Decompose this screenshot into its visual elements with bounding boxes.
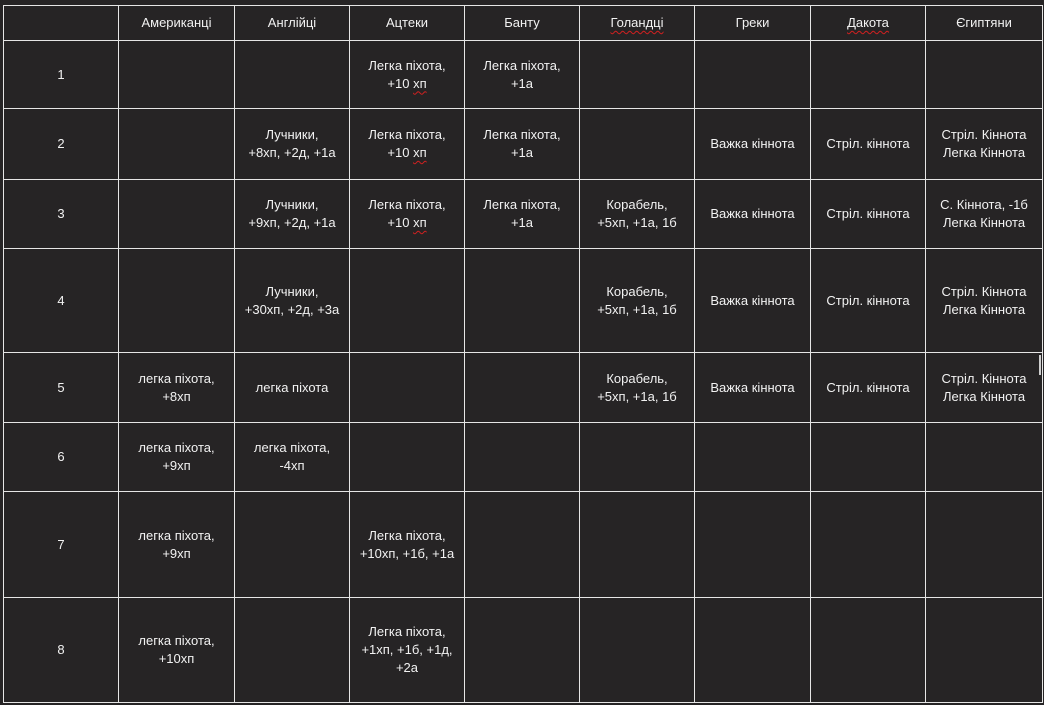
header-row: [4, 6, 1043, 41]
cell-text-line: +1а: [510, 145, 534, 160]
table-cell-egyptians[interactable]: [926, 180, 1043, 249]
cell-text-line: легка піхота,: [253, 440, 331, 455]
cell-text-line: Легка піхота,: [368, 624, 446, 639]
cell-text-line: +10 хп: [387, 75, 427, 91]
table-cell-dutch[interactable]: [580, 492, 695, 598]
header-label: Греки: [735, 15, 770, 30]
cell-text-line: +10хп: [158, 651, 195, 666]
cell-text-line: легка піхота,: [138, 633, 215, 648]
table-cell-dakota[interactable]: [811, 492, 926, 598]
table-cell-greeks[interactable]: [695, 492, 811, 598]
table-row: [4, 492, 1043, 598]
cell-text-line: +9хп, +2д, +1а: [248, 215, 336, 230]
cell-text-line: +9хп: [162, 458, 191, 473]
table-cell-dakota[interactable]: [811, 180, 926, 249]
cell-text-line: Стріл. кіннота: [826, 136, 910, 151]
table-cell-english[interactable]: [235, 180, 350, 249]
cell-text-line: Стріл. кіннота: [826, 292, 910, 308]
cell-text-line: Легка Кіннота: [942, 145, 1026, 160]
table-cell-dutch[interactable]: [580, 109, 695, 180]
table-cell-dakota[interactable]: [811, 41, 926, 109]
cell-text-line: Корабель,: [606, 370, 668, 386]
table-cell-aztecs[interactable]: [350, 41, 465, 109]
table-cell-egyptians[interactable]: [926, 353, 1043, 423]
cell-text-line: Легка піхота,: [368, 57, 446, 73]
table-cell-bantu[interactable]: [465, 492, 580, 598]
table-cell-english[interactable]: [235, 598, 350, 703]
table-cell-english[interactable]: [235, 423, 350, 492]
table-cell-english[interactable]: [235, 41, 350, 109]
row-number-cell[interactable]: 1: [4, 41, 119, 109]
row-number-cell[interactable]: 7: [4, 492, 119, 598]
table-cell-english[interactable]: [235, 249, 350, 353]
table-cell-dutch[interactable]: [580, 41, 695, 109]
table-cell-aztecs[interactable]: [350, 353, 465, 423]
table-cell-aztecs[interactable]: [350, 492, 465, 598]
header-cell-aztecs[interactable]: [350, 6, 465, 41]
table-cell-greeks[interactable]: [695, 249, 811, 353]
cell-text-line: Лучники,: [265, 197, 319, 212]
cell-text-line: Важка кіннота: [710, 136, 795, 151]
table-cell-americans[interactable]: [119, 492, 235, 598]
table-cell-bantu[interactable]: [465, 109, 580, 180]
table-row: [4, 41, 1043, 109]
cell-text-line: +1хп, +1б, +1д,: [361, 642, 453, 657]
table-cell-dutch[interactable]: [580, 353, 695, 423]
header-cell-corner[interactable]: [4, 6, 119, 41]
table-cell-greeks[interactable]: [695, 423, 811, 492]
table-cell-dakota[interactable]: [811, 249, 926, 353]
table-row: [4, 109, 1043, 180]
table-cell-bantu[interactable]: [465, 423, 580, 492]
table-cell-dakota[interactable]: [811, 353, 926, 423]
cell-text-line: Стріл. кіннота: [826, 379, 910, 395]
table-cell-dakota[interactable]: [811, 423, 926, 492]
table-cell-americans[interactable]: [119, 41, 235, 109]
cell-text-line: Легка піхота,: [368, 197, 446, 212]
header-cell-dutch[interactable]: [580, 6, 695, 41]
row-number-cell[interactable]: 5: [4, 353, 119, 423]
cell-text-line: Легка піхота,: [368, 127, 446, 142]
cell-text-line: Корабель,: [606, 283, 668, 299]
table-cell-americans[interactable]: [119, 249, 235, 353]
civilizations-bonus-table: [3, 5, 1043, 703]
table-cell-bantu[interactable]: [465, 41, 580, 109]
table-cell-aztecs[interactable]: [350, 180, 465, 249]
row-number-cell[interactable]: 8: [4, 598, 119, 703]
table-cell-dakota[interactable]: [811, 598, 926, 703]
cell-text-line: +30хп, +2д, +3а: [244, 301, 340, 317]
table-cell-greeks[interactable]: [695, 41, 811, 109]
table-cell-egyptians[interactable]: [926, 598, 1043, 703]
table-cell-english[interactable]: [235, 353, 350, 423]
cell-text-line: легка піхота,: [138, 440, 215, 455]
table-cell-bantu[interactable]: [465, 249, 580, 353]
table-cell-egyptians[interactable]: [926, 109, 1043, 180]
cell-text-line: легка піхота,: [138, 527, 215, 543]
table-cell-dutch[interactable]: [580, 598, 695, 703]
cell-text-line: Стріл. кіннота: [826, 206, 910, 221]
table-row: [4, 598, 1043, 703]
cell-text-line: Стріл. Кіннота: [941, 127, 1027, 142]
header-label: Банту: [504, 15, 540, 30]
cell-text-line: Стріл. Кіннота: [941, 283, 1027, 299]
cell-text-line: С. Кіннота, -1б: [940, 197, 1028, 212]
cell-text-line: +9хп: [162, 545, 191, 561]
cell-text-line: +10хп, +1б, +1а: [359, 545, 455, 561]
cell-text-line: +5хп, +1а, 1б: [597, 215, 677, 230]
cell-text-line: Стріл. Кіннота: [941, 370, 1027, 386]
cell-text-line: Важка кіннота: [710, 379, 795, 395]
cell-text-line: -4хп: [279, 458, 305, 473]
cell-text-line: +10 хп: [387, 215, 427, 230]
table-cell-english[interactable]: [235, 109, 350, 180]
table-cell-americans[interactable]: [119, 598, 235, 703]
header-label: Дакота: [847, 15, 889, 30]
table-cell-greeks[interactable]: [695, 598, 811, 703]
cell-text-line: +8хп: [162, 388, 191, 404]
header-label: Ацтеки: [385, 15, 429, 30]
table-cell-english[interactable]: [235, 492, 350, 598]
table-cell-bantu[interactable]: [465, 180, 580, 249]
table-cell-americans[interactable]: [119, 180, 235, 249]
table-cell-dutch[interactable]: [580, 249, 695, 353]
cell-text-line: Легка Кіннота: [942, 388, 1026, 404]
table-cell-egyptians[interactable]: [926, 492, 1043, 598]
cell-text-line: Важка кіннота: [710, 206, 795, 221]
row-number-cell[interactable]: 6: [4, 423, 119, 492]
header-cell-greeks[interactable]: [695, 6, 811, 41]
cell-text-line: Легка піхота,: [483, 197, 561, 212]
table-cell-aztecs[interactable]: [350, 109, 465, 180]
cell-text-line: +1а: [510, 215, 534, 230]
row-number-cell[interactable]: 3: [4, 180, 119, 249]
table-cell-egyptians[interactable]: [926, 41, 1043, 109]
header-cell-english[interactable]: [235, 6, 350, 41]
cell-text-line: Корабель,: [606, 197, 668, 212]
cell-text-line: легка піхота,: [138, 370, 215, 386]
table-cell-greeks[interactable]: [695, 180, 811, 249]
cell-text-line: Легка піхота,: [483, 127, 561, 142]
header-label: Англійці: [267, 15, 317, 30]
table-resize-handle[interactable]: [1039, 355, 1041, 375]
cell-text-line: +5хп, +1а, 1б: [597, 388, 677, 404]
table-row: [4, 180, 1043, 249]
table-cell-bantu[interactable]: [465, 598, 580, 703]
header-cell-bantu[interactable]: [465, 6, 580, 41]
cell-text-line: +10 хп: [387, 145, 427, 160]
table-cell-egyptians[interactable]: [926, 249, 1043, 353]
table-cell-dutch[interactable]: [580, 423, 695, 492]
table-cell-dutch[interactable]: [580, 180, 695, 249]
table-row: [4, 353, 1043, 423]
cell-text-line: +2а: [395, 660, 419, 675]
table-cell-americans[interactable]: [119, 353, 235, 423]
header-cell-americans[interactable]: [119, 6, 235, 41]
cell-text-line: Легка Кіннота: [942, 215, 1026, 230]
cell-text-line: Лучники,: [265, 283, 319, 299]
header-label: Єгиптяни: [956, 15, 1012, 30]
table-cell-dakota[interactable]: [811, 109, 926, 180]
cell-text-line: +1а: [510, 75, 534, 91]
table-cell-greeks[interactable]: [695, 109, 811, 180]
cell-text-line: легка піхота: [255, 379, 329, 395]
cell-text-line: +5хп, +1а, 1б: [597, 301, 677, 317]
table-cell-bantu[interactable]: [465, 353, 580, 423]
header-label: Голандці: [610, 15, 664, 30]
cell-text-line: Легка піхота,: [368, 527, 446, 543]
table-row: [4, 249, 1043, 353]
table-cell-egyptians[interactable]: [926, 423, 1043, 492]
row-number-cell[interactable]: 2: [4, 109, 119, 180]
cell-text-line: Легка Кіннота: [942, 301, 1026, 317]
cell-text-line: Важка кіннота: [710, 292, 795, 308]
header-cell-dakota[interactable]: [811, 6, 926, 41]
table-cell-americans[interactable]: [119, 423, 235, 492]
header-cell-egyptians[interactable]: [926, 6, 1043, 41]
document-page: [3, 5, 1042, 702]
cell-text-line: Лучники,: [265, 127, 319, 142]
table-cell-aztecs[interactable]: [350, 598, 465, 703]
table-cell-aztecs[interactable]: [350, 423, 465, 492]
header-label: Американці: [141, 15, 212, 30]
cell-text-line: +8хп, +2д, +1а: [248, 145, 336, 160]
table-row: [4, 423, 1043, 492]
table-cell-greeks[interactable]: [695, 353, 811, 423]
cell-text-line: Легка піхота,: [483, 57, 561, 73]
table-cell-americans[interactable]: [119, 109, 235, 180]
row-number-cell[interactable]: 4: [4, 249, 119, 353]
table-cell-aztecs[interactable]: [350, 249, 465, 353]
